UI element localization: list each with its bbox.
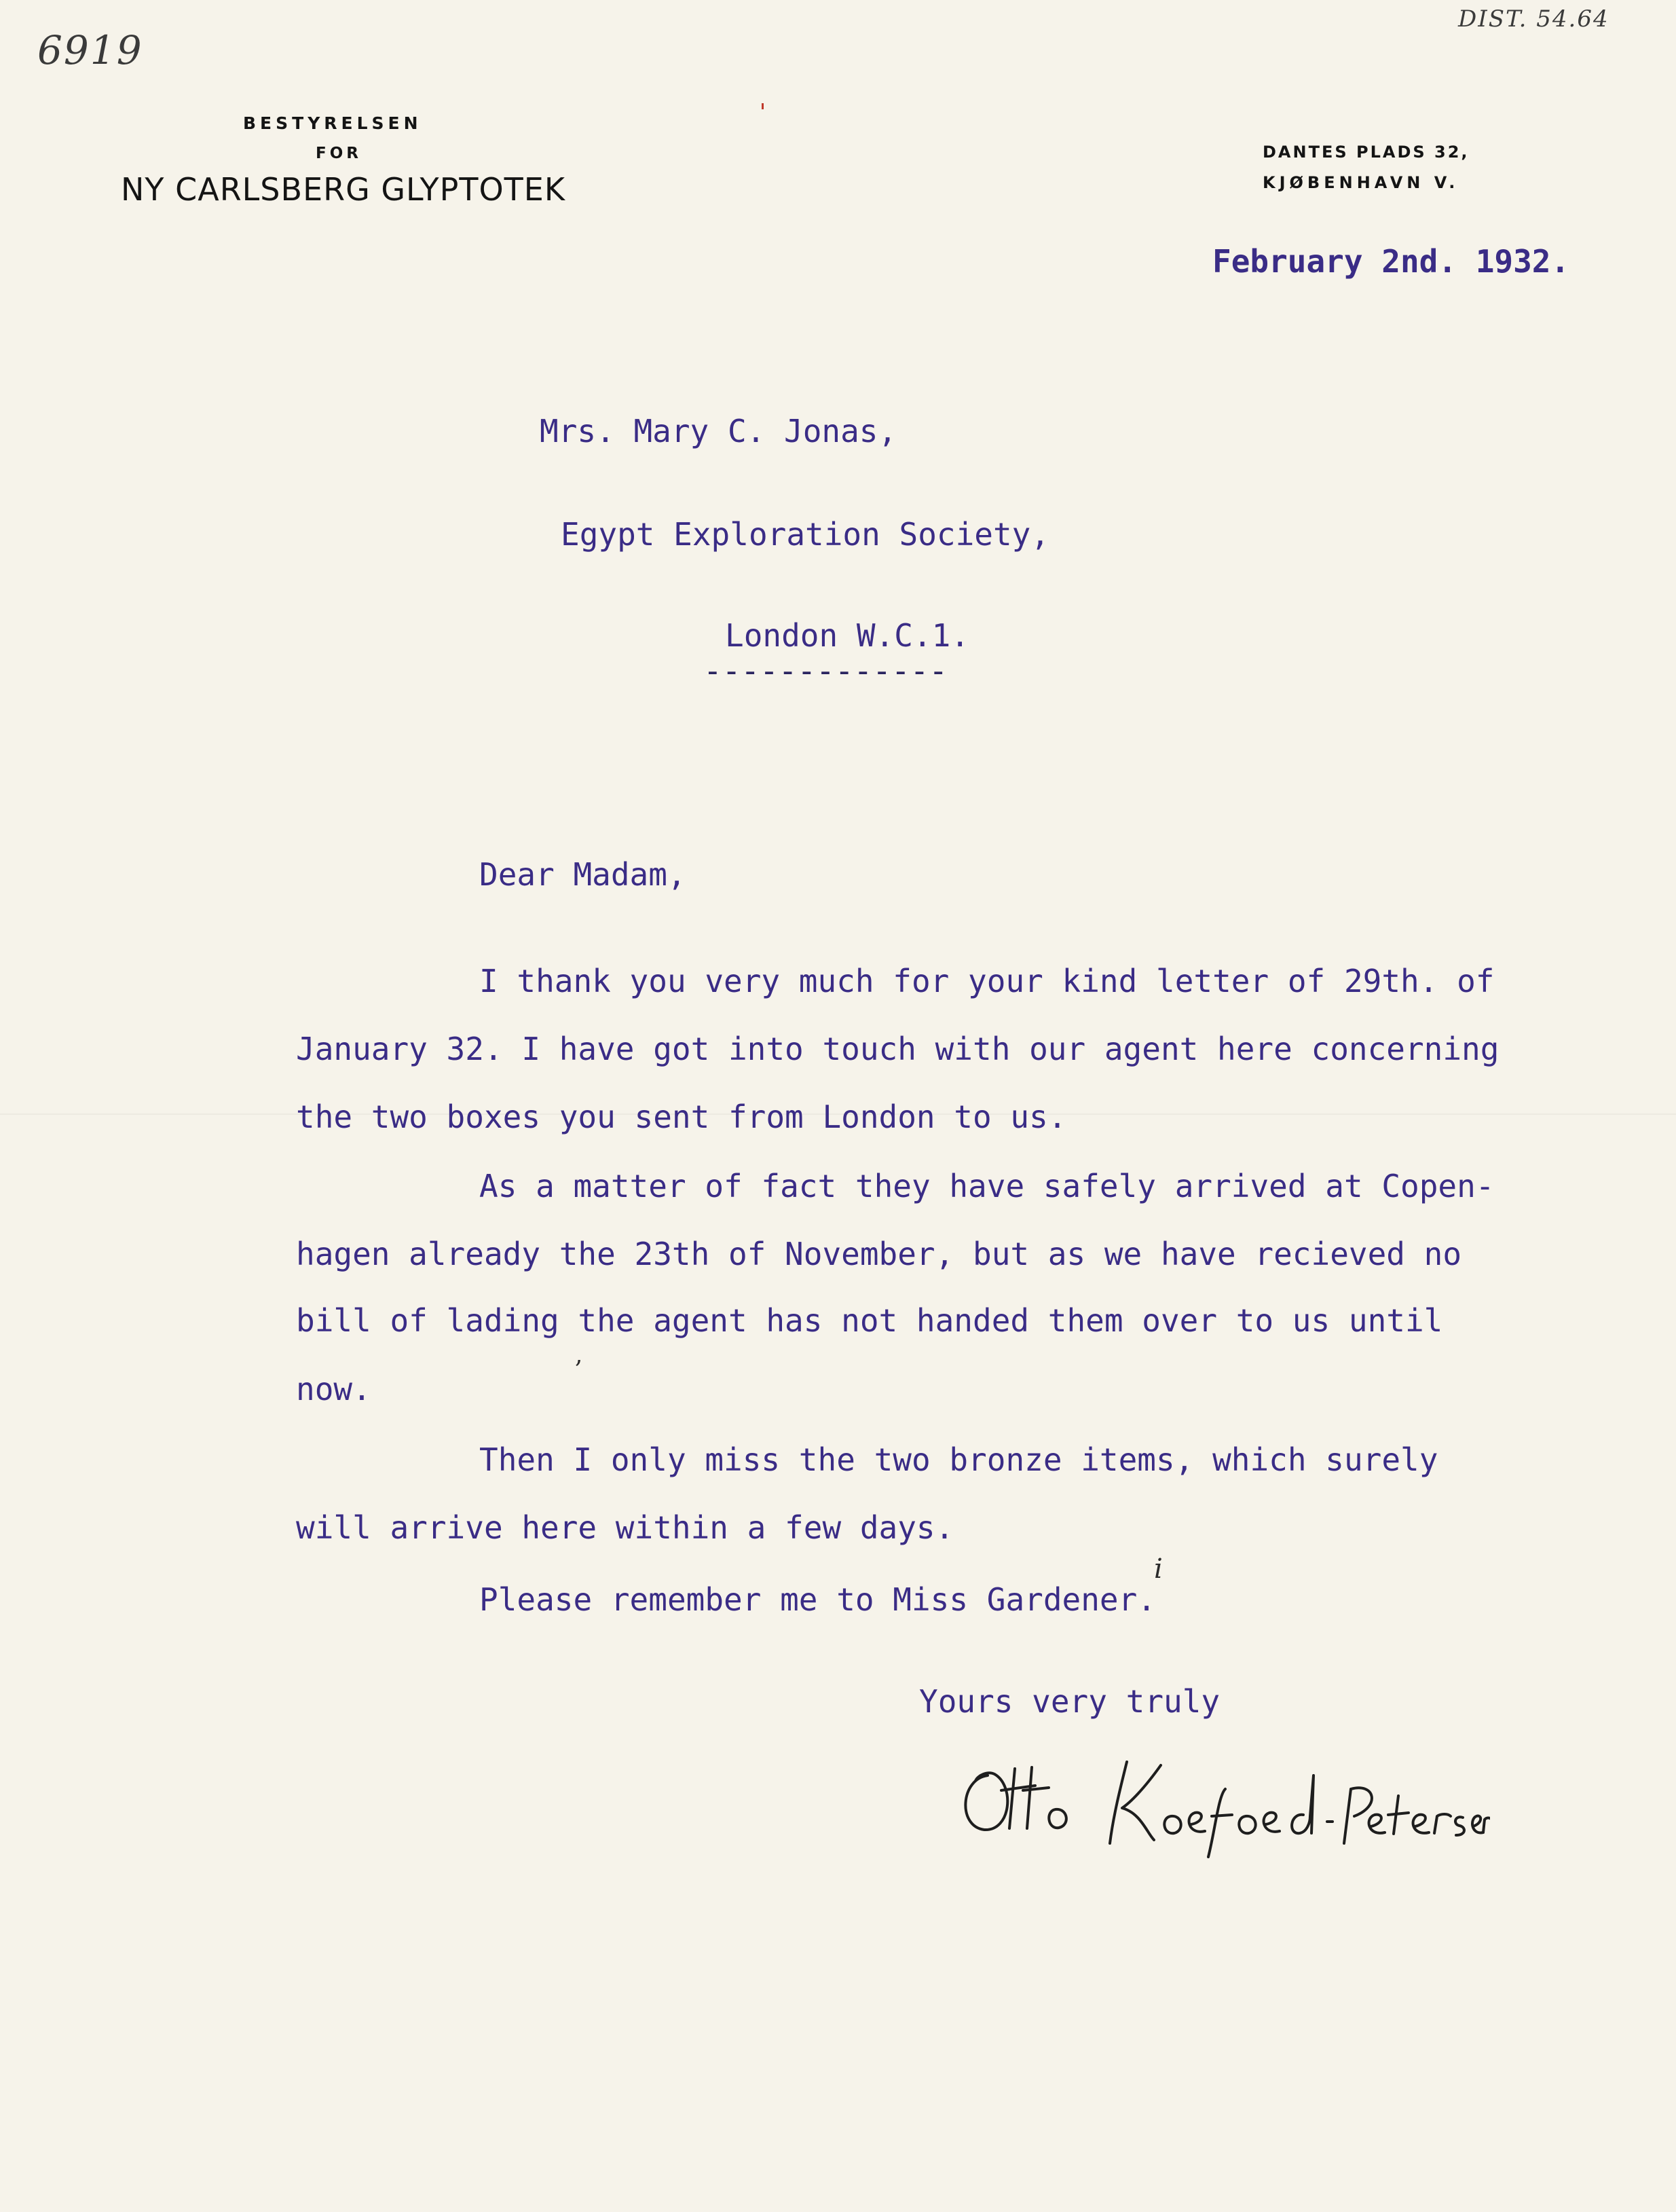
body-line: As a matter of fact they have safely arrived at Copen- (479, 1168, 1495, 1204)
body-line: Then I only miss the two bronze items, which surely (479, 1441, 1438, 1478)
body-line: the two boxes you sent from London to us. (296, 1099, 1067, 1135)
letterhead-board: BESTYRELSEN (243, 113, 422, 133)
handwritten-signature (947, 1748, 1490, 1864)
salutation: Dear Madam, (479, 856, 686, 893)
recipient-name: Mrs. Mary C. Jonas, (540, 413, 897, 449)
pencil-note-right: DIST. 54.64 (1458, 5, 1609, 33)
body-line: will arrive here within a few days. (296, 1509, 954, 1546)
letterhead-address-line1: DANTES PLADS 32, (1263, 143, 1470, 162)
letterhead-address-line2: KJØBENHAVN V. (1263, 173, 1459, 192)
handwritten-comma: , (575, 1341, 583, 1369)
recipient-organization: Egypt Exploration Society, (561, 516, 1050, 553)
recipient-underline: ------------- (703, 652, 948, 689)
recipient-city: London W.C.1. (725, 617, 970, 654)
letter-date: February 2nd. 1932. (1212, 243, 1570, 280)
body-line: I thank you very much for your kind letter of 29th. of (479, 963, 1495, 999)
body-line: Please remember me to Miss Gardener. (479, 1581, 1156, 1618)
pencil-note-left: 6919 (37, 27, 143, 73)
body-line: January 32. I have got into touch with our agent here concerning (296, 1031, 1500, 1067)
body-line: bill of lading the agent has not handed them over to us until (296, 1302, 1443, 1339)
handwritten-correction: i (1154, 1553, 1163, 1585)
red-mark (762, 103, 764, 109)
closing: Yours very truly (919, 1683, 1221, 1720)
letterhead-for: FOR (316, 145, 362, 162)
letterhead-institution: NY CARLSBERG GLYPTOTEK (121, 171, 565, 208)
body-line: hagen already the 23th of November, but as we have recieved no (296, 1236, 1462, 1272)
body-line: now. (296, 1371, 371, 1407)
